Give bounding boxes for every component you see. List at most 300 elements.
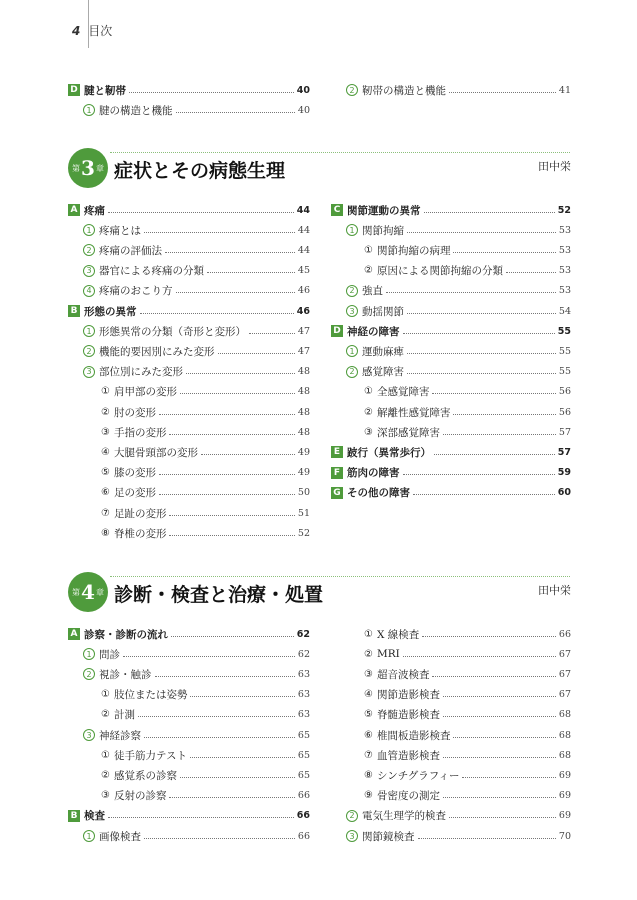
page-ref: 70	[558, 830, 571, 842]
entry-label: 視診・触診	[99, 668, 152, 681]
section-letter-badge: D	[68, 84, 80, 96]
subitem-number: ⑦	[101, 507, 110, 519]
page-ref: 68	[558, 709, 571, 721]
entry-label: 神経の障害	[347, 325, 400, 338]
entry-label: 血管造影検査	[376, 749, 440, 762]
entry-label: 疼痛の評価法	[99, 244, 162, 257]
entry-label: 筋肉の障害	[347, 467, 400, 480]
entry-label: MRI	[376, 648, 400, 661]
toc-entry[interactable]	[364, 747, 571, 763]
entry-label: 腱の構造と機能	[99, 104, 173, 117]
page-ref: 62	[296, 628, 310, 640]
page-ref: 47	[297, 325, 310, 337]
dot-leader	[432, 676, 555, 677]
subitem-number: ①	[101, 689, 110, 701]
dot-leader	[176, 292, 295, 293]
dot-leader	[453, 414, 555, 415]
dot-leader	[407, 353, 556, 354]
toc-entry[interactable]	[83, 102, 310, 118]
page-ref: 55	[558, 345, 571, 357]
toc-entry[interactable]	[83, 283, 310, 299]
chapter-rule	[110, 152, 570, 153]
toc-entry[interactable]	[346, 82, 571, 98]
page-ref: 57	[558, 426, 571, 438]
chapter-badge	[68, 572, 108, 612]
page-ref: 63	[297, 668, 310, 680]
page-ref: 44	[297, 224, 310, 236]
entry-label: 疼痛	[84, 204, 105, 217]
page-ref: 59	[557, 467, 571, 479]
toc-entry[interactable]	[83, 263, 310, 279]
entry-label: 脊髄造影検査	[376, 709, 440, 722]
page-ref: 40	[296, 84, 310, 96]
toc-entry[interactable]	[68, 82, 310, 98]
toc-entry[interactable]	[83, 364, 310, 380]
subitem-number: ②	[101, 406, 110, 418]
item-number-badge: 1	[83, 224, 95, 236]
page-ref: 53	[558, 224, 571, 236]
dot-leader	[407, 313, 556, 314]
page-ref: 52	[297, 527, 310, 539]
dot-leader	[218, 353, 295, 354]
subitem-number: ④	[101, 446, 110, 458]
subitem-number: ②	[101, 769, 110, 781]
subitem-number: ③	[101, 790, 110, 802]
item-number-badge: 3	[83, 366, 95, 378]
toc-entry[interactable]	[101, 767, 310, 783]
page-ref: 66	[297, 790, 310, 802]
chapter-suffix: 章	[95, 587, 104, 597]
toc-entry[interactable]	[101, 747, 310, 763]
page-ref: 60	[557, 487, 571, 499]
dot-leader	[207, 272, 295, 273]
toc-entry[interactable]	[364, 424, 571, 440]
subitem-number: ③	[101, 426, 110, 438]
entry-label: 強直	[362, 285, 383, 298]
item-number-badge: 4	[83, 285, 95, 297]
dot-leader	[140, 313, 294, 314]
entry-label: 原因による関節拘縮の分類	[376, 265, 503, 278]
toc-entry[interactable]	[101, 465, 310, 481]
entry-label: 骨密度の測定	[376, 790, 440, 803]
subitem-number: ⑤	[101, 467, 110, 479]
entry-label: その他の障害	[347, 487, 410, 500]
dot-leader	[386, 292, 556, 293]
entry-label: 手指の変形	[113, 426, 167, 439]
item-number-badge: 2	[346, 810, 358, 822]
dot-leader	[443, 434, 556, 435]
toc-entry[interactable]	[364, 727, 571, 743]
entry-label: 足の変形	[113, 487, 156, 500]
entry-label: 器官による疼痛の分類	[99, 265, 204, 278]
dot-leader	[180, 393, 295, 394]
dot-leader	[108, 817, 294, 818]
chapter-suffix: 章	[95, 163, 104, 173]
entry-label: 深部感覚障害	[376, 426, 440, 439]
section-letter-badge: G	[331, 487, 343, 499]
chapter-badge	[68, 148, 108, 188]
dot-leader	[144, 838, 295, 839]
chapter-number: 3	[81, 156, 95, 180]
item-number-badge: 2	[83, 345, 95, 357]
toc-entry[interactable]	[364, 767, 571, 783]
toc-entry[interactable]	[346, 343, 571, 359]
item-number-badge: 1	[83, 325, 95, 337]
chapter-author: 田中栄	[538, 584, 571, 597]
entry-label: 全感覚障害	[376, 386, 430, 399]
dot-leader	[403, 333, 555, 334]
item-number-badge: 2	[346, 366, 358, 378]
toc-entry[interactable]	[364, 687, 571, 703]
entry-label: 問診	[99, 648, 120, 661]
entry-label: 大腿骨頸部の変形	[113, 446, 198, 459]
section-letter-badge: B	[68, 810, 80, 822]
section-letter-badge: F	[331, 467, 343, 479]
page-ref: 56	[558, 406, 571, 418]
entry-label: シンチグラフィー	[376, 769, 460, 782]
page-ref: 44	[296, 204, 310, 216]
dot-leader	[108, 212, 294, 213]
dot-leader	[144, 737, 295, 738]
item-number-badge: 1	[83, 104, 95, 116]
item-number-badge: 3	[83, 265, 95, 277]
page-ref: 40	[297, 104, 310, 116]
page-ref: 45	[297, 265, 310, 277]
section-letter-badge: D	[331, 325, 343, 337]
subitem-number: ⑨	[364, 790, 373, 802]
dot-leader	[434, 454, 555, 455]
dot-leader	[176, 112, 295, 113]
toc-entry[interactable]	[346, 283, 571, 299]
toc-entry[interactable]	[364, 788, 571, 804]
entry-label: 関節鏡検査	[362, 830, 415, 843]
entry-label: 関節造影検査	[376, 689, 440, 702]
toc-entry[interactable]	[83, 666, 310, 682]
dot-leader	[413, 494, 555, 495]
chapter-number: 4	[81, 580, 95, 604]
page-ref: 46	[296, 305, 310, 317]
entry-label: 形態異常の分類（奇形と変形）	[99, 325, 246, 338]
dot-leader	[506, 272, 556, 273]
toc-entry[interactable]	[331, 444, 571, 460]
page-ref: 66	[558, 628, 571, 640]
toc-entry[interactable]	[83, 646, 310, 662]
dot-leader	[432, 393, 555, 394]
page-ref: 53	[558, 285, 571, 297]
page-ref: 66	[296, 810, 310, 822]
toc-entry[interactable]	[346, 364, 571, 380]
subitem-number: ①	[101, 386, 110, 398]
entry-label: 診察・診断の流れ	[84, 628, 168, 641]
entry-label: X 線検査	[376, 628, 420, 641]
toc-entry[interactable]	[101, 404, 310, 420]
section-letter-badge: E	[331, 446, 343, 458]
dot-leader	[159, 474, 295, 475]
dot-leader	[190, 696, 294, 697]
section-letter-badge: C	[331, 204, 343, 216]
entry-label: 関節拘縮の病理	[376, 244, 451, 257]
entry-label: 画像検査	[99, 830, 141, 843]
item-number-badge: 3	[346, 830, 358, 842]
entry-label: 解離性感覚障害	[376, 406, 451, 419]
section-letter-badge: A	[68, 204, 80, 216]
toc-entry[interactable]	[346, 303, 571, 319]
dot-leader	[407, 232, 556, 233]
chapter-rule	[110, 576, 570, 577]
toc-entry[interactable]	[83, 343, 310, 359]
page-ref: 44	[297, 244, 310, 256]
toc-entry[interactable]	[101, 707, 310, 723]
toc-entry[interactable]	[364, 666, 571, 682]
dot-leader	[407, 373, 556, 374]
page-ref: 57	[557, 446, 571, 458]
page-ref: 66	[297, 830, 310, 842]
page-ref: 63	[297, 689, 310, 701]
page-ref: 46	[297, 285, 310, 297]
entry-label: 関節拘縮	[362, 224, 404, 237]
dot-leader	[169, 434, 294, 435]
subitem-number: ⑤	[364, 709, 373, 721]
page-ref: 51	[297, 507, 310, 519]
page-ref: 62	[297, 648, 310, 660]
toc-entry[interactable]	[101, 485, 310, 501]
entry-label: 腱と靭帯	[84, 84, 126, 97]
toc-entry[interactable]	[346, 222, 571, 238]
entry-label: 肩甲部の変形	[113, 386, 177, 399]
entry-label: 肢位または姿勢	[113, 689, 188, 702]
entry-label: 機能的要因別にみた変形	[99, 345, 215, 358]
chapter-prefix: 第	[72, 587, 81, 597]
chapter-author: 田中栄	[538, 160, 571, 173]
entry-label: 電気生理学的検査	[362, 810, 446, 823]
entry-label: 計測	[113, 709, 135, 722]
dot-leader	[462, 777, 555, 778]
toc-entry[interactable]	[346, 828, 571, 844]
page-ref: 69	[558, 810, 571, 822]
subitem-number: ③	[364, 426, 373, 438]
subitem-number: ⑥	[364, 729, 373, 741]
page-ref: 48	[297, 366, 310, 378]
toc-entry[interactable]	[346, 808, 571, 824]
dot-leader	[453, 737, 555, 738]
page-header	[72, 22, 112, 39]
item-number-badge: 2	[346, 84, 358, 96]
page-number: 4	[72, 24, 81, 38]
toc-entry[interactable]	[68, 808, 310, 824]
entry-label: 超音波検査	[376, 668, 430, 681]
dot-leader	[453, 252, 555, 253]
subitem-number: ③	[364, 668, 373, 680]
page-ref: 41	[558, 84, 571, 96]
dot-leader	[418, 838, 556, 839]
toc-entry[interactable]	[101, 687, 310, 703]
subitem-number: ⑧	[364, 769, 373, 781]
dot-leader	[403, 656, 556, 657]
toc-entry[interactable]	[68, 202, 310, 218]
item-number-badge: 2	[346, 285, 358, 297]
page-ref: 49	[297, 467, 310, 479]
page-ref: 68	[558, 729, 571, 741]
page-ref: 50	[297, 487, 310, 499]
page-ref: 65	[297, 749, 310, 761]
dot-leader	[159, 494, 295, 495]
dot-leader	[443, 757, 556, 758]
toc-entry[interactable]	[331, 323, 571, 339]
toc-entry[interactable]	[364, 646, 571, 662]
page-ref: 48	[297, 386, 310, 398]
section-letter-badge: A	[68, 628, 80, 640]
subitem-number: ⑧	[101, 527, 110, 539]
dot-leader	[449, 92, 556, 93]
dot-leader	[249, 333, 295, 334]
page-ref: 54	[558, 305, 571, 317]
page-ref: 56	[558, 386, 571, 398]
toc-entry[interactable]	[83, 323, 310, 339]
page-ref: 68	[558, 749, 571, 761]
page-ref: 53	[558, 244, 571, 256]
dot-leader	[180, 777, 295, 778]
entry-label: 疼痛とは	[99, 224, 141, 237]
dot-leader	[123, 656, 295, 657]
subitem-number: ②	[101, 709, 110, 721]
subitem-number: ①	[364, 386, 373, 398]
toc-entry[interactable]	[101, 424, 310, 440]
entry-label: 足趾の変形	[113, 507, 167, 520]
entry-label: 椎間板造影検査	[376, 729, 451, 742]
dot-leader	[159, 414, 295, 415]
dot-leader	[155, 676, 295, 677]
dot-leader	[443, 696, 556, 697]
subitem-number: ①	[101, 749, 110, 761]
toc-entry[interactable]	[364, 384, 571, 400]
toc-entry[interactable]	[364, 242, 571, 258]
entry-label: 形態の異常	[84, 305, 137, 318]
toc-entry[interactable]	[83, 828, 310, 844]
toc-entry[interactable]	[101, 444, 310, 460]
toc-entry[interactable]	[68, 626, 310, 642]
page-ref: 52	[557, 204, 571, 216]
toc-entry[interactable]	[68, 303, 310, 319]
entry-label: 反射の診察	[113, 790, 167, 803]
toc-entry[interactable]	[101, 505, 310, 521]
dot-leader	[422, 636, 556, 637]
page-ref: 47	[297, 345, 310, 357]
entry-label: 跛行（異常歩行）	[347, 446, 431, 459]
chapter-title: 診断・検査と治療・処置	[114, 584, 324, 606]
dot-leader	[138, 716, 295, 717]
subitem-number: ②	[364, 406, 373, 418]
subitem-number: ⑥	[101, 487, 110, 499]
toc-entry[interactable]	[364, 707, 571, 723]
dot-leader	[190, 757, 295, 758]
page-ref: 69	[558, 790, 571, 802]
toc-entry[interactable]	[364, 404, 571, 420]
item-number-badge: 3	[83, 729, 95, 741]
dot-leader	[171, 636, 294, 637]
page-ref: 67	[558, 668, 571, 680]
page-ref: 67	[558, 689, 571, 701]
subitem-number: ①	[364, 628, 373, 640]
subitem-number: ①	[364, 244, 373, 256]
entry-label: 検査	[84, 810, 105, 823]
item-number-badge: 1	[83, 648, 95, 660]
page-ref: 55	[558, 366, 571, 378]
item-number-badge: 2	[83, 668, 95, 680]
item-number-badge: 1	[346, 224, 358, 236]
chapter-title: 症状とその病態生理	[114, 160, 286, 182]
entry-label: 運動麻痺	[362, 345, 404, 358]
dot-leader	[169, 797, 294, 798]
subitem-number: ④	[364, 689, 373, 701]
page-ref: 49	[297, 446, 310, 458]
item-number-badge: 2	[83, 244, 95, 256]
toc-entry[interactable]	[101, 384, 310, 400]
toc-entry[interactable]	[83, 727, 310, 743]
dot-leader	[129, 92, 294, 93]
page-ref: 65	[297, 769, 310, 781]
page-ref: 55	[557, 325, 571, 337]
entry-label: 疼痛のおこり方	[99, 285, 173, 298]
entry-label: 肘の変形	[113, 406, 156, 419]
header-title: 目次	[88, 24, 113, 38]
toc-entry[interactable]	[364, 626, 571, 642]
entry-label: 靭帯の構造と機能	[362, 84, 446, 97]
entry-label: 動揺関節	[362, 305, 404, 318]
dot-leader	[165, 252, 295, 253]
item-number-badge: 1	[83, 830, 95, 842]
entry-label: 感覚系の診察	[113, 769, 177, 782]
entry-label: 膝の変形	[113, 467, 156, 480]
dot-leader	[424, 212, 555, 213]
item-number-badge: 3	[346, 305, 358, 317]
page-ref: 69	[558, 769, 571, 781]
page-ref: 65	[297, 729, 310, 741]
subitem-number: ②	[364, 265, 373, 277]
toc-entry[interactable]	[83, 242, 310, 258]
dot-leader	[443, 797, 556, 798]
page-ref: 63	[297, 709, 310, 721]
dot-leader	[201, 454, 295, 455]
dot-leader	[186, 373, 295, 374]
toc-entry[interactable]	[83, 222, 310, 238]
dot-leader	[169, 535, 294, 536]
page-ref: 53	[558, 265, 571, 277]
dot-leader	[144, 232, 295, 233]
page-ref: 48	[297, 426, 310, 438]
entry-label: 神経診察	[99, 729, 141, 742]
toc-entry[interactable]	[101, 788, 310, 804]
subitem-number: ⑦	[364, 749, 373, 761]
item-number-badge: 1	[346, 345, 358, 357]
entry-label: 脊椎の変形	[113, 527, 167, 540]
dot-leader	[169, 515, 294, 516]
toc-entry[interactable]	[331, 485, 571, 501]
toc-entry[interactable]	[364, 263, 571, 279]
entry-label: 徒手筋力テスト	[113, 749, 188, 762]
page-ref: 48	[297, 406, 310, 418]
page-ref: 67	[558, 648, 571, 660]
entry-label: 関節運動の異常	[347, 204, 421, 217]
subitem-number: ②	[364, 648, 373, 660]
toc-entry[interactable]	[331, 465, 571, 481]
toc-entry[interactable]	[331, 202, 571, 218]
dot-leader	[449, 817, 556, 818]
dot-leader	[403, 474, 555, 475]
entry-label: 部位別にみた変形	[99, 366, 183, 379]
toc-entry[interactable]	[101, 525, 310, 541]
chapter-prefix: 第	[72, 163, 81, 173]
entry-label: 感覚障害	[362, 366, 404, 379]
